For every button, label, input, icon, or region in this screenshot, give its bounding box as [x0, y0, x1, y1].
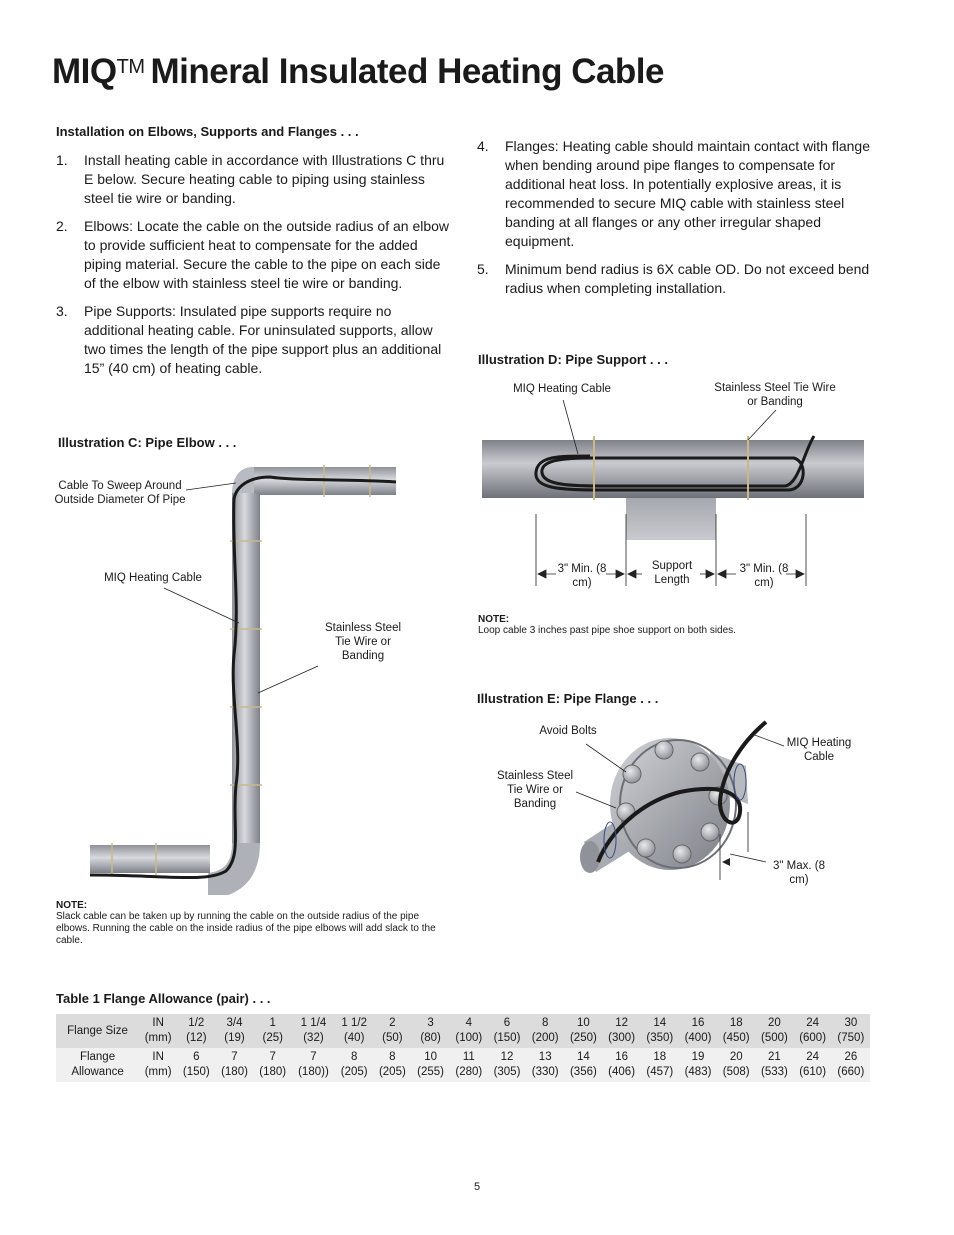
illus-c-heading: Illustration C: Pipe Elbow . . . — [58, 435, 237, 450]
illus-e-heading: Illustration E: Pipe Flange . . . — [477, 691, 659, 706]
table-row — [56, 1014, 870, 1048]
table-cell: 7 (180) — [254, 1048, 292, 1082]
step-number: 2. — [56, 218, 68, 234]
step-text: Flanges: Heating cable should maintain contact with flange when bending around pipe flanges to compensate for additional heat loss. In potentially explosive areas, it is recommended to secure MIQ cable with stainless steel banding at all flanges or any other irregular shaped equipment. — [505, 138, 870, 249]
table-unit-cell: IN (mm) — [139, 1014, 177, 1048]
table-cell: 18 (450) — [717, 1014, 755, 1048]
table-unit-cell: IN (mm) — [139, 1048, 177, 1082]
label-e-cable: MIQ Heating Cable — [786, 737, 852, 763]
table-cell: 1 (25) — [254, 1014, 292, 1048]
table-cell: 13 (330) — [526, 1048, 564, 1082]
label-e-tie: Stainless Steel Tie Wire or Banding — [496, 770, 574, 810]
step-item — [477, 260, 871, 298]
step-number: 1. — [56, 152, 68, 168]
table-row — [56, 1048, 870, 1082]
table-cell: 16 (400) — [679, 1014, 717, 1048]
page-title: MIQ™ Mineral Insulated Heating Cable — [52, 52, 664, 91]
pipe-flange-illustration — [570, 712, 800, 892]
table-cell: 14 (356) — [564, 1048, 602, 1082]
table-row-label: Flange Allowance — [56, 1048, 139, 1082]
illus-d-heading: Illustration D: Pipe Support . . . — [478, 352, 668, 367]
table-cell: 3/4 (19) — [215, 1014, 253, 1048]
pipe-elbow-illustration — [56, 455, 456, 895]
label-c-cable: MIQ Heating Cable — [104, 572, 202, 584]
step-number: 4. — [477, 138, 489, 154]
table-cell: 12 (300) — [603, 1014, 641, 1048]
installation-steps-right — [477, 137, 871, 307]
table-cell: 7 (180)) — [292, 1048, 335, 1082]
table-cell: 6 (150) — [177, 1048, 215, 1082]
table-row-label: Flange Size — [56, 1014, 139, 1048]
table-cell: 24 (600) — [794, 1014, 832, 1048]
illus-c-note-text: Slack cable can be taken up by running the cable on the outside radius of the pipe elbows. Running the cable on the inside radius of the pipe elbows will add slack to the cable. — [56, 911, 436, 946]
table-cell: 14 (350) — [641, 1014, 679, 1048]
table-cell: 8 (205) — [335, 1048, 373, 1082]
table-cell: 24 (610) — [794, 1048, 832, 1082]
label-d-tie: Stainless Steel Tie Wire or Banding — [714, 382, 836, 408]
table-cell: 10 (250) — [564, 1014, 602, 1048]
installation-heading: Installation on Elbows, Supports and Flanges . . . — [56, 124, 359, 139]
step-text: Pipe Supports: Insulated pipe supports require no additional heating cable. For uninsulated supports, allow two times the length of the pipe support plus an additional 15” (40 cm) of heating cable. — [84, 303, 442, 376]
pipe-shoe — [626, 496, 716, 540]
table-cell: 4 (100) — [450, 1014, 488, 1048]
dim-left: 3" Min. (8 cm) — [557, 563, 607, 589]
table-cell: 30 (750) — [832, 1014, 870, 1048]
label-sweep: Cable To Sweep Around Outside Diameter Of Pipe — [54, 480, 186, 506]
step-number: 3. — [56, 303, 68, 319]
step-item — [56, 217, 450, 293]
label-max: 3" Max. (8 cm) — [772, 860, 825, 886]
label-d-cable: MIQ Heating Cable — [513, 383, 611, 395]
flange-allowance-table — [56, 1014, 870, 1082]
table-heading: Table 1 Flange Allowance (pair) . . . — [56, 991, 271, 1006]
step-number: 5. — [477, 261, 489, 277]
illus-c-note-head: NOTE: — [56, 900, 88, 911]
table-cell: 26 (660) — [832, 1048, 870, 1082]
table-cell: 3 (80) — [411, 1014, 449, 1048]
label-bolts: Avoid Bolts — [539, 725, 597, 737]
table-cell: 1/2 (12) — [177, 1014, 215, 1048]
step-item — [477, 137, 871, 251]
table-cell: 7 (180) — [215, 1048, 253, 1082]
step-text: Minimum bend radius is 6X cable OD. Do not exceed bend radius when completing installation. — [505, 261, 870, 296]
dim-mid: Support Length — [651, 560, 693, 586]
page-number: 5 — [473, 1181, 481, 1193]
table-cell: 16 (406) — [603, 1048, 641, 1082]
table-cell: 21 (533) — [755, 1048, 793, 1082]
label-c-tie: Stainless Steel Tie Wire or Banding — [324, 622, 402, 662]
table-cell: 8 (205) — [373, 1048, 411, 1082]
table-cell: 20 (500) — [755, 1014, 793, 1048]
table-cell: 10 (255) — [411, 1048, 449, 1082]
step-item — [56, 302, 450, 378]
step-item — [56, 151, 450, 208]
illus-d-note-head: NOTE: — [478, 614, 510, 625]
table-cell: 11 (280) — [450, 1048, 488, 1082]
dim-right: 3" Min. (8 cm) — [739, 563, 789, 589]
table-cell: 6 (150) — [488, 1014, 526, 1048]
step-text: Install heating cable in accordance with Illustrations C thru E below. Secure heating cable to piping using stainless steel tie wire or banding. — [84, 152, 445, 206]
table-cell: 2 (50) — [373, 1014, 411, 1048]
installation-steps-left — [56, 151, 450, 387]
bottom-pipe — [90, 845, 210, 873]
table-cell: 19 (483) — [679, 1048, 717, 1082]
illus-d-note-text: Loop cable 3 inches past pipe shoe support on both sides. — [478, 625, 736, 636]
table-cell: 20 (508) — [717, 1048, 755, 1082]
table-cell: 1 1/4 (32) — [292, 1014, 335, 1048]
step-text: Elbows: Locate the cable on the outside radius of an elbow to provide sufficient heat to compensate for the added piping material. Secure the cable to the pipe on each side of the elbow with stainless steel tie wire or banding. — [84, 218, 450, 291]
table-cell: 1 1/2 (40) — [335, 1014, 373, 1048]
table-cell: 12 (305) — [488, 1048, 526, 1082]
table-cell: 18 (457) — [641, 1048, 679, 1082]
table-cell: 8 (200) — [526, 1014, 564, 1048]
